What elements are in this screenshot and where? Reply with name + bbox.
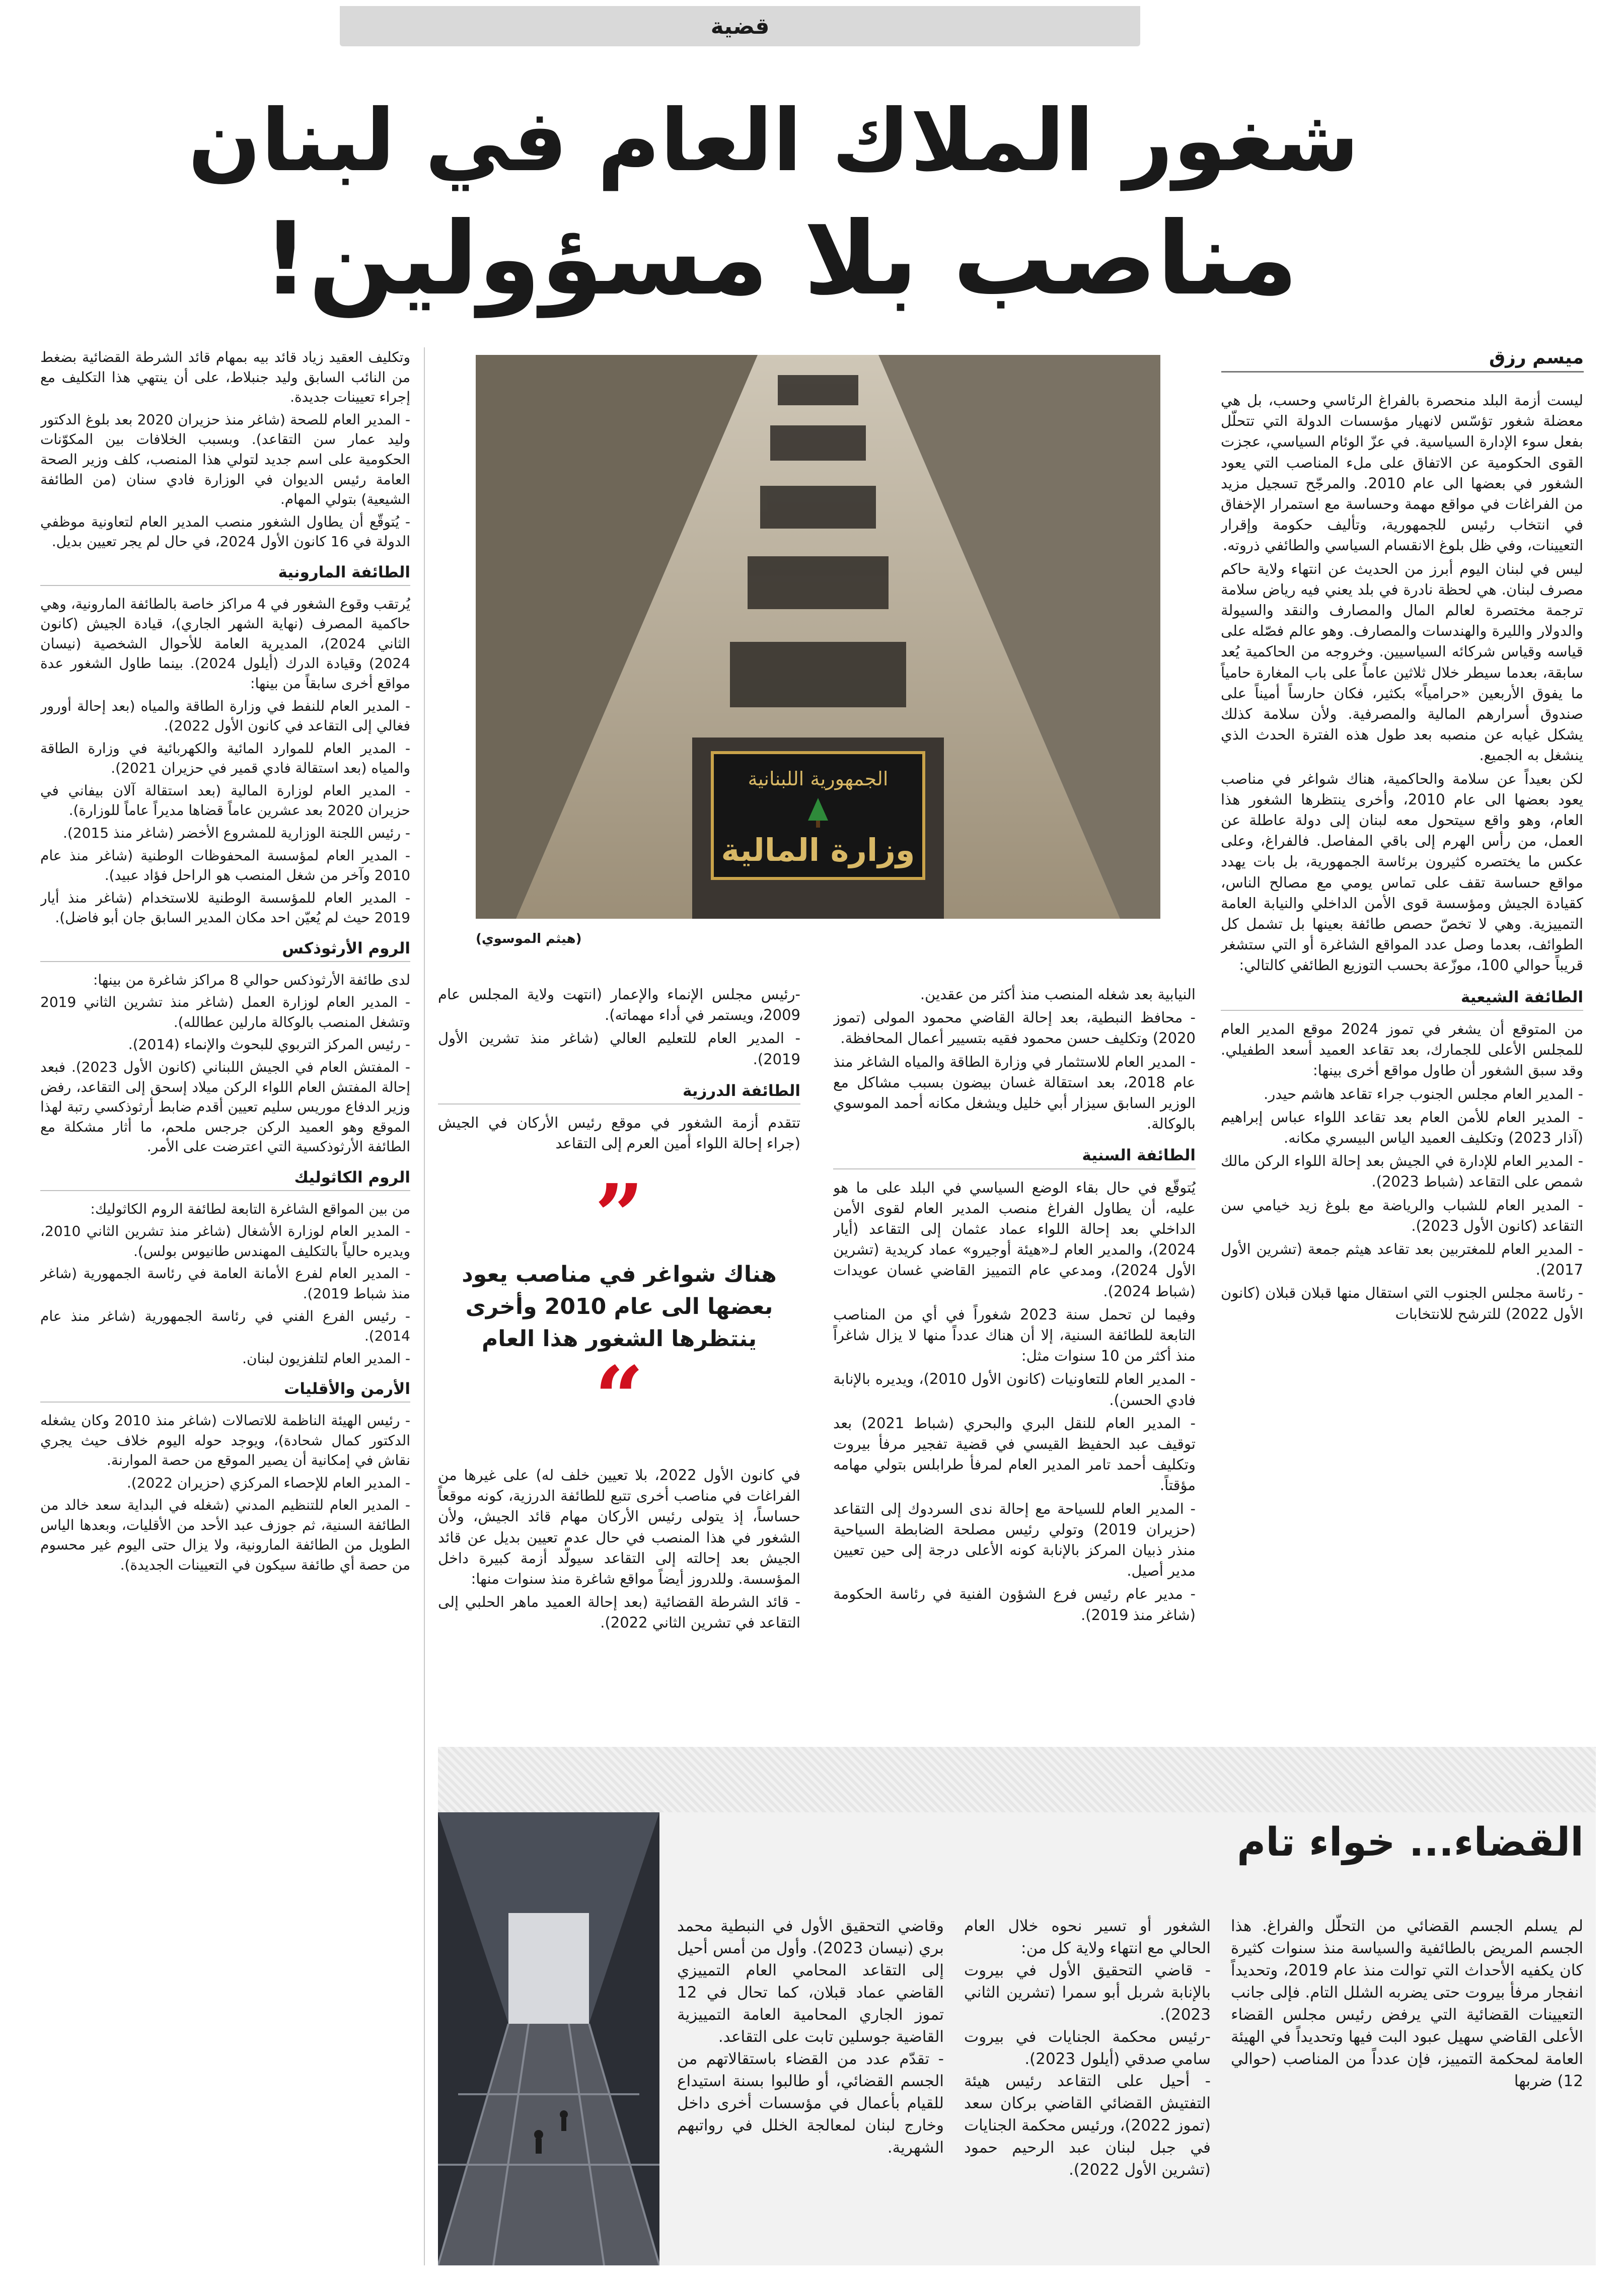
list-item: - المدير العام للشباب والرياضة مع بلوغ زيد خيامي سن التقاعد (كانون الأول 2023). <box>1221 1196 1583 1234</box>
list-item: - رئاسة مجلس الجنوب التي استقال منها قبلان قبلان (كانون الأول 2022) للترشح للانتخابات <box>1221 1284 1583 1322</box>
judiciary-box-band <box>438 1747 1596 1812</box>
ministry-building-photo <box>476 355 1160 919</box>
judiciary-column-2 <box>964 1893 1211 2265</box>
subheading-sunni: الطائفة السنية <box>833 1145 1196 1169</box>
paragraph: وقاضي التحقيق الأول في النبطية محمد بري (نيسان 2023). وأول من أمس أحيل إلى التقاعد المحامي العام التمييزي القاضي عماد قبلان، كما تحال في 12 تموز الجاري المحامية العامة التمييزية القاضية جوسلين تابت على التقاعد. - تقدّم عدد من القضاء باستقالاتهم من الجسم القضائي، أو طالبوا بسنة استيداع للقيام بأعمال في مؤسسات أخرى داخل وخارج لبنان لمعالجة الخلل في رواتبهم الشهرية. <box>677 1917 944 2157</box>
list-item: - محافظ النبطية، بعد إحالة القاضي محمود المولى (تموز 2020) وتكليف حسن محمود فقيه بتسيير أعمال المحافظة. <box>833 1009 1196 1047</box>
list-item: - المدير العام لتلفزيون لبنان. <box>242 1350 410 1367</box>
headline-line-2: مناصب بلا مسؤولين! <box>262 200 1298 318</box>
list-item: - المدير العام للمؤسسة الوطنية للاستخدام (شاغر منذ أيار 2019 حيث لم يُعيّن احد مكان المدير السابق جان أبو فاضل). <box>40 889 410 926</box>
paragraph: من بين المواقع الشاغرة التابعة لطائفة الروم الكاثوليك: <box>90 1200 410 1217</box>
list-item: - المدير العام للصحة (شاغر منذ حزيران 2020 بعد بلوغ الدكتور وليد عمار سن التقاعد). وبسبب الخلافات بين المكوّنات الحكومية على اسم جديد لتولي هذا المنصب، كلف وزير الصحة العامة رئيس الديوان في الوزارة فادي سنان (من الطائفة الشيعية) بتولي المهام. <box>40 411 410 508</box>
list-item: - المدير العام لفرع الأمانة العامة في رئاسة الجمهورية (شاغر منذ شباط 2019). <box>40 1265 410 1302</box>
list-item: - رئيس المركز التربوي للبحوث والإنماء (2014). <box>128 1036 410 1053</box>
list-item: - المدير العام للأمن العام بعد تقاعد اللواء عباس إبراهيم (آذار 2023) وتكليف العميد الياس البيسري مكانه. <box>1221 1108 1583 1146</box>
article-column-1 <box>1221 390 1583 1714</box>
byline: ميسم رزق <box>1221 347 1584 373</box>
subheading-armenian: الأرمن والأقليات <box>40 1379 410 1403</box>
list-item: - المدير العام للتنظيم المدني (شغله في البداية سعد خالد من الطائفة السنية، ثم جوزف عبد الأحد من الأقليات، وبعدها الياس الطويل من الطائفة المارونية، ولا يزال حتى اليوم غير محسوم من حصة أي طائفة سيكون في التعيينات الجديدة). <box>40 1497 410 1574</box>
list-item: - المدير العام للتعليم العالي (شاغر منذ تشرين الأول 2019). <box>438 1029 800 1068</box>
photo-credit: (هيثم الموسوي) <box>476 931 582 946</box>
judiciary-column-3 <box>677 1893 944 2265</box>
list-item: - المدير العام لوزارة الأشغال (شاغر منذ تشرين الثاني 2010، ويديره حالياً بالتكليف المهندس طانيوس بولس). <box>40 1223 410 1260</box>
paragraph: ليست أزمة البلد منحصرة بالفراغ الرئاسي وحسب، بل هي معضلة شغور تؤسّس لانهيار مؤسسات الدولة التي تتحلّل بفعل سوء الإدارة السياسية. في عزّ الوئام السياسي، عجزت القوى الحكومية عن الاتفاق على ملء المناصب التي يعود الشغور في بعضها الى عام 2010. والمرجّح تسجيل مزيد من الفراغات في مواقع مهمة وحساسة مع استمرار الإخفاق في انتخاب رئيس للجمهورية، وتأليف حكومة وإقرار التعيينات، وفي ظل بلوغ الانقسام السياسي والطائفي ذروته. <box>1221 392 1583 554</box>
list-item: - قائد الشرطة القضائية (بعد إحالة العميد ماهر الحلبي إلى التقاعد في تشرين الثاني 2022). <box>438 1593 800 1632</box>
paragraph: من المتوقع أن يشغر في تموز 2024 موقع المدير العام للمجلس الأعلى للجمارك، بعد تقاعد العميد أسعد الطفيلي. وقد سبق الشغور أن طاول مواقع أخرى بينها: <box>1221 1020 1583 1079</box>
article-column-3-bottom <box>438 1465 800 1714</box>
article-column-4 <box>40 347 410 2265</box>
list-item: - المدير العام لوزارة المالية (بعد استقالة آلان بيفاني في حزيران 2020 بعد عشرين عاماً قضاها مديراً عاماً للوزارة). <box>40 782 410 819</box>
paragraph: النيابية بعد شغله المنصب منذ أكثر من عقدين. <box>920 986 1196 1003</box>
list-item: - المدير العام للمغتربين بعد تقاعد هيثم جمعة (تشرين الأول 2017). <box>1221 1240 1583 1279</box>
subheading-orthodox: الروم الأرثوذكس <box>40 939 410 962</box>
list-item: - المدير العام للموارد المائية والكهربائية في وزارة الطاقة والمياه (بعد استقالة فادي قمير في حزيران 2021). <box>40 740 410 777</box>
column-divider <box>424 347 425 2265</box>
paragraph: ليس في لبنان اليوم أبرز من الحديث عن انتهاء ولاية حاكم مصرف لبنان. هي لحظة نادرة في بلد يعني فيه رياض سلامة ترجمة مختصرة لعالم المال والمصارف والنقد والسيولة والدولار والليرة والهندسات والمصارف. وهو عالم فصّله على قياسه وقياس شركائه السياسيين. وخروجه من الحاكمية يُعد سابقة، بعدما سيطر خلال ثلاثين عاماً على باب المغارة حامياً ما يفوق الأربعين «حرامياً» بكثير، فكان حارساً أميناً على صندوق أسرارهم المالية والمصرفية. ولأن سلامة كذلك يشكل غيابه عن منصبه بعد طول هذه الفترة الحدث الذي ينشغل به الجميع. <box>1221 560 1583 764</box>
list-item: - المدير العام للتعاونيات (كانون الأول 2010)، ويديره بالإنابة فادي الحسن). <box>833 1370 1196 1409</box>
paragraph: لم يسلم الجسم القضائي من التحلّل والفراغ. هذا الجسم المريض بالطائفية والسياسة منذ سنوات كثيرة كان يكفيه الأحداث التي توالت منذ عام 2019، وتحديداً انفجار مرفأ بيروت حتى يضربه الشلل التام. فإلى جانب التعيينات القضائية التي يرفض رئيس مجلس القضاء الأعلى القاضي سهيل عبود البت فيها وتحديداً في الهيئة العامة لمحكمة التمييز، فإن عدداً من المناصب (حوالي 12) ضربها <box>1231 1917 1583 2090</box>
pull-quote-block <box>438 1165 800 1465</box>
paragraph: يُرتقب وقوع الشغور في 4 مراكز خاصة بالطائفة المارونية، وهي حاكمية المصرف (نهاية الشهر الجاري)، قيادة الجيش (كانون الثاني 2024)، المديرية العامة للأحوال الشخصية (نيسان 2024) وقيادة الدرك (أيلول 2024). بينما طاول الشغور عدة مواقع أخرى سابقاً من بينها: <box>40 595 410 692</box>
list-item: -رئيس مجلس الإنماء والإعمار (انتهت ولاية المجلس عام 2009، ويستمر في أداء مهماته). <box>438 986 800 1024</box>
subheading-maronite: الطائفة المارونية <box>40 563 410 586</box>
paragraph: يُتوقّع في حال بقاء الوضع السياسي في البلد على ما هو عليه، أن يطاول الفراغ منصب المدير العام لقوى الأمن الداخلي بعد إحالة اللواء عماد عثمان إلى التقاعد (أيار 2024)، والمدير العام لـ«هيئة أوجيرو» عماد كريدية (تشرين الأول 2024)، ومدعي عام التمييز القاضي غسان عويدات (شباط 2024). <box>833 1179 1196 1300</box>
list-item: - رئيس الهيئة الناظمة للاتصالات (شاغر منذ 2010 وكان يشغله الدكتور كمال شحادة)، ويوجد حوله اليوم خلاف حيث يجري نقاش في إمكانية أن يصير الموقع من حصة الموارنة. <box>40 1412 410 1469</box>
article-column-2 <box>833 984 1196 1714</box>
building-illustration <box>476 355 1160 919</box>
list-item: - رئيس اللجنة الوزارية للمشروع الأخضر (شاغر منذ 2015). <box>63 825 410 842</box>
list-item: - المدير العام للنقل البري والبحري (شباط 2021) بعد توقيف عبد الحفيظ القيسي في قضية تفجير مرفأ بيروت وتكليف أحمد تامر المدير العام لمرفأ طرابلس بتولي مهامه مؤقتاً. <box>833 1414 1196 1494</box>
list-item: - المدير العام لمؤسسة المحفوظات الوطنية (شاغر منذ عام 2010 وآخر من شغل المنصب هو الراحل فؤاد عبيد). <box>40 847 410 884</box>
quote-open-icon: ” <box>595 1165 644 1266</box>
list-item: - المدير العام مجلس الجنوب جراء تقاعد هاشم حيدر. <box>1264 1085 1583 1102</box>
subheading-druze: الطائفة الدرزية <box>438 1081 800 1105</box>
paragraph: لكن بعيداً عن سلامة والحاكمية، هناك شواغر في مناصب يعود بعضها الى عام 2010، وأخرى ينتظرها الشغور هذا العام، وهو واقع سيتحول معه لبنان إلى دولة عاطلة عن العمل، من رأس الهرم إلى باقي المفاصل. فالفراغ، وعلى عكس ما يختصره كثيرون برئاسة الجمهورية، بل بات يهدد مواقع حساسة تقف على تماس يومي مع مصالح الناس، كقيادة الجيش ومؤسسة قوى الأمن الداخلي والنيابة العامة التمييزية. وهي لا تخصّ حصص طائفة بعينها بل تشمل كل الطوائف، بعدما وصل عدد المواقع الشاغرة أو التي ستشغر قريباً حوالي 100، موزّعة بحسب التوزيع الطائفي كالتالي: <box>1221 770 1583 974</box>
article-column-3-top <box>438 984 800 1165</box>
paragraph: في كانون الأول 2022، بلا تعيين خلف له) على غيرها من الفراغات في مناصب أخرى تتبع للطائفة الدرزية، كونه موقعاً حساساً، إذ يتولى رئيس الأركان مهام قائد الجيش، ولأن الشغور في هذا المنصب في حال عدم تعيين بديل عن قائد الجيش بعد إحالته إلى التقاعد سيولّد أزمة كبيرة داخل المؤسسة. وللدروز أيضاً مواقع شاغرة منذ سنوات منها: <box>438 1466 800 1588</box>
section-label: قضية <box>340 6 1140 46</box>
list-item: - يُتوقّع أن يطاول الشغور منصب المدير العام لتعاونية موظفي الدولة في 16 كانون الأول 2024، في حال لم يجر تعيين بديل. <box>40 513 410 550</box>
courthouse-illustration <box>438 1812 659 2265</box>
list-item: - المفتش العام في الجيش اللبناني (كانون الأول 2023). فبعد إحالة المفتش العام اللواء الركن ميلاد إسحق إلى التقاعد، رفض وزير الدفاع موريس سليم تعيين أقدم ضابط أرثوذكسي رتبة لهذا الموقع وهو العميد الركن جرجس ملحم، ما أثار مشكلة مع الطائفة الأرثوذكسية التي اعترضت على الأمر. <box>40 1059 410 1155</box>
subheading-catholic: الروم الكاثوليك <box>40 1168 410 1191</box>
list-item: - المدير العام للسياحة مع إحالة ندى السردوك إلى التقاعد (حزيران 2019) وتولي رئيس مصلحة الضابطة السياحية منذر ذبيان المركز بالإنابة كونه الأعلى درجة إلى حين تعيين مدير أصيل. <box>833 1500 1196 1580</box>
list-item: - رئيس الفرع الفني في رئاسة الجمهورية (شاغر منذ عام 2014). <box>40 1307 410 1345</box>
list-item: - المدير العام للاستثمار في وزارة الطاقة والمياه الشاغر منذ عام 2018، بعد استقالة غسان بيضون بسبب مشاكل مع الوزير السابق سيزار أبي خليل ويشغل مكانه أحمد الموسوي بالوكالة. <box>833 1053 1196 1133</box>
list-item: - المدير العام لوزارة العمل (شاغر منذ تشرين الثاني 2019 وتشغل المنصب بالوكالة مارلين عطالله). <box>40 994 410 1031</box>
judiciary-column-1 <box>1231 1893 1583 2265</box>
list-item: - المدير العام للإدارة في الجيش بعد إحالة اللواء الركن مالك شمص على التقاعد (شباط 2023). <box>1221 1152 1583 1191</box>
quote-close-icon: “ <box>595 1348 644 1448</box>
sign-line-2: وزارة المالية <box>721 832 915 868</box>
sign-line-1: الجمهورية اللبنانية <box>748 768 889 790</box>
pull-quote: هناك شواغر في مناصب يعود بعضها الى عام 2010 وأخرى ينتظرها الشغور هذا العام <box>462 1262 777 1352</box>
subheading-shia: الطائفة الشيعية <box>1221 987 1583 1011</box>
paragraph: الشغور أو تسير نحوه خلال العام الحالي مع انتهاء ولاية كل من: - قاضي التحقيق الأول في بيروت بالإنابة شربل أبو سمرا (تشرين الثاني 2023). -رئيس محكمة الجنايات في بيروت سامي صدقي (أيلول 2023). - أحيل على التقاعد رئيس هيئة التفتيش القضائي القاضي بركان سعد (تموز 2022)، ورئيس محكمة الجنايات في جبل لبنان عبد الرحيم حمود (تشرين الأول 2022). <box>964 1917 1211 2179</box>
courthouse-photo <box>438 1812 659 2265</box>
list-item: - المدير العام للإحصاء المركزي (حزيران 2022). <box>126 1474 410 1491</box>
list-item: - المدير العام للنفط في وزارة الطاقة والمياه (بعد إحالة أورور فغالي إلى التقاعد في كانون الأول 2022). <box>40 697 410 734</box>
paragraph: لدى طائفة الأرثوذكس حوالي 8 مراكز شاغرة من بينها: <box>93 971 410 988</box>
paragraph: وتكليف العقيد زياد قائد بيه بمهام قائد الشرطة القضائية بضغط من النائب السابق وليد جنبلاط، على أن ينتهي هذا التكليف مع إجراء تعيينات جديدة. <box>40 349 410 406</box>
paragraph: تتقدم أزمة الشغور في موقع رئيس الأركان في الجيش (جراء إحالة اللواء أمين العرم إلى التقاعد <box>438 1114 800 1152</box>
judiciary-box-title: القضاء... خواء تام <box>1237 1820 1584 1865</box>
headline-line-1: شغور الملاك العام في لبنان <box>188 91 1359 191</box>
paragraph: وفيما لن تحمل سنة 2023 شغوراً في أي من المناصب التابعة للطائفة السنية، إلا أن هناك عدداً منها لا يزال شاغراً منذ أكثر من 10 سنوات مثل: <box>833 1305 1196 1365</box>
list-item: - مدير عام رئيس فرع الشؤون الفنية في رئاسة الحكومة (شاغر منذ 2019). <box>833 1585 1196 1624</box>
